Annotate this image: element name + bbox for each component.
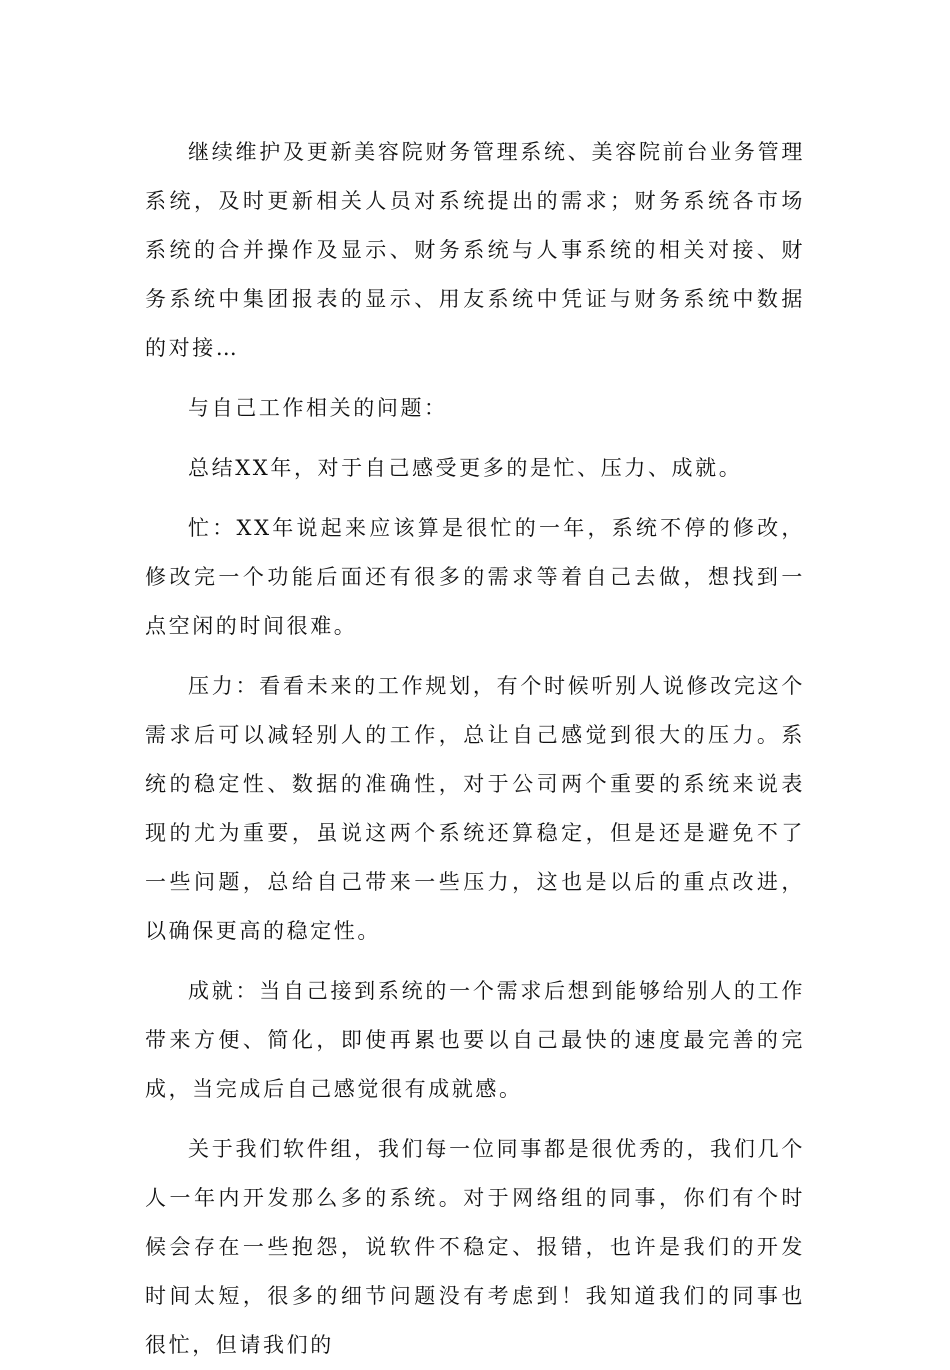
- paragraph-work-issues-heading: 与自己工作相关的问题：: [188, 396, 448, 420]
- paragraph-pressure: 压力：看看未来的工作规划，有个时候听别人说修改完这个需求后可以减轻别人的工作，总让自己感觉到很大的压力。系统的稳定性、数据的准确性，对于公司两个重要的系统来说表现的尤为重要，虽说这两个系统还算稳定，但是还是避免不了一些问题，总给自己带来一些压力，这也是以后的重点改进，以确保更高的稳定性。: [145, 674, 805, 943]
- paragraph-achievement: 成就：当自己接到系统的一个需求后想到能够给别人的工作带来方便、简化，即使再累也要以自己最快的速度最完善的完成，当完成后自己感觉很有成就感。: [145, 979, 805, 1101]
- paragraph-system-maintenance: 继续维护及更新美容院财务管理系统、美容院前台业务管理系统，及时更新相关人员对系统提出的需求；财务系统各市场系统的合并操作及显示、财务系统与人事系统的相关对接、财务系统中集团报表的显示、用友系统中凭证与财务系统中数据的对接…: [145, 140, 805, 360]
- paragraph-software-team: 关于我们软件组，我们每一位同事都是很优秀的，我们几个人一年内开发那么多的系统。对于网络组的同事，你们有个时候会存在一些抱怨，说软件不稳定、报错，也许是我们的开发时间太短，很多的细节问题没有考虑到！我知道我们的同事也很忙，但请我们的: [145, 1137, 805, 1357]
- paragraph-year-summary: 总结XX年，对于自己感受更多的是忙、压力、成就。: [188, 456, 743, 480]
- paragraph-busy: 忙：XX年说起来应该算是很忙的一年，系统不停的修改，修改完一个功能后面还有很多的需求等着自己去做，想找到一点空闲的时间很难。: [145, 516, 805, 638]
